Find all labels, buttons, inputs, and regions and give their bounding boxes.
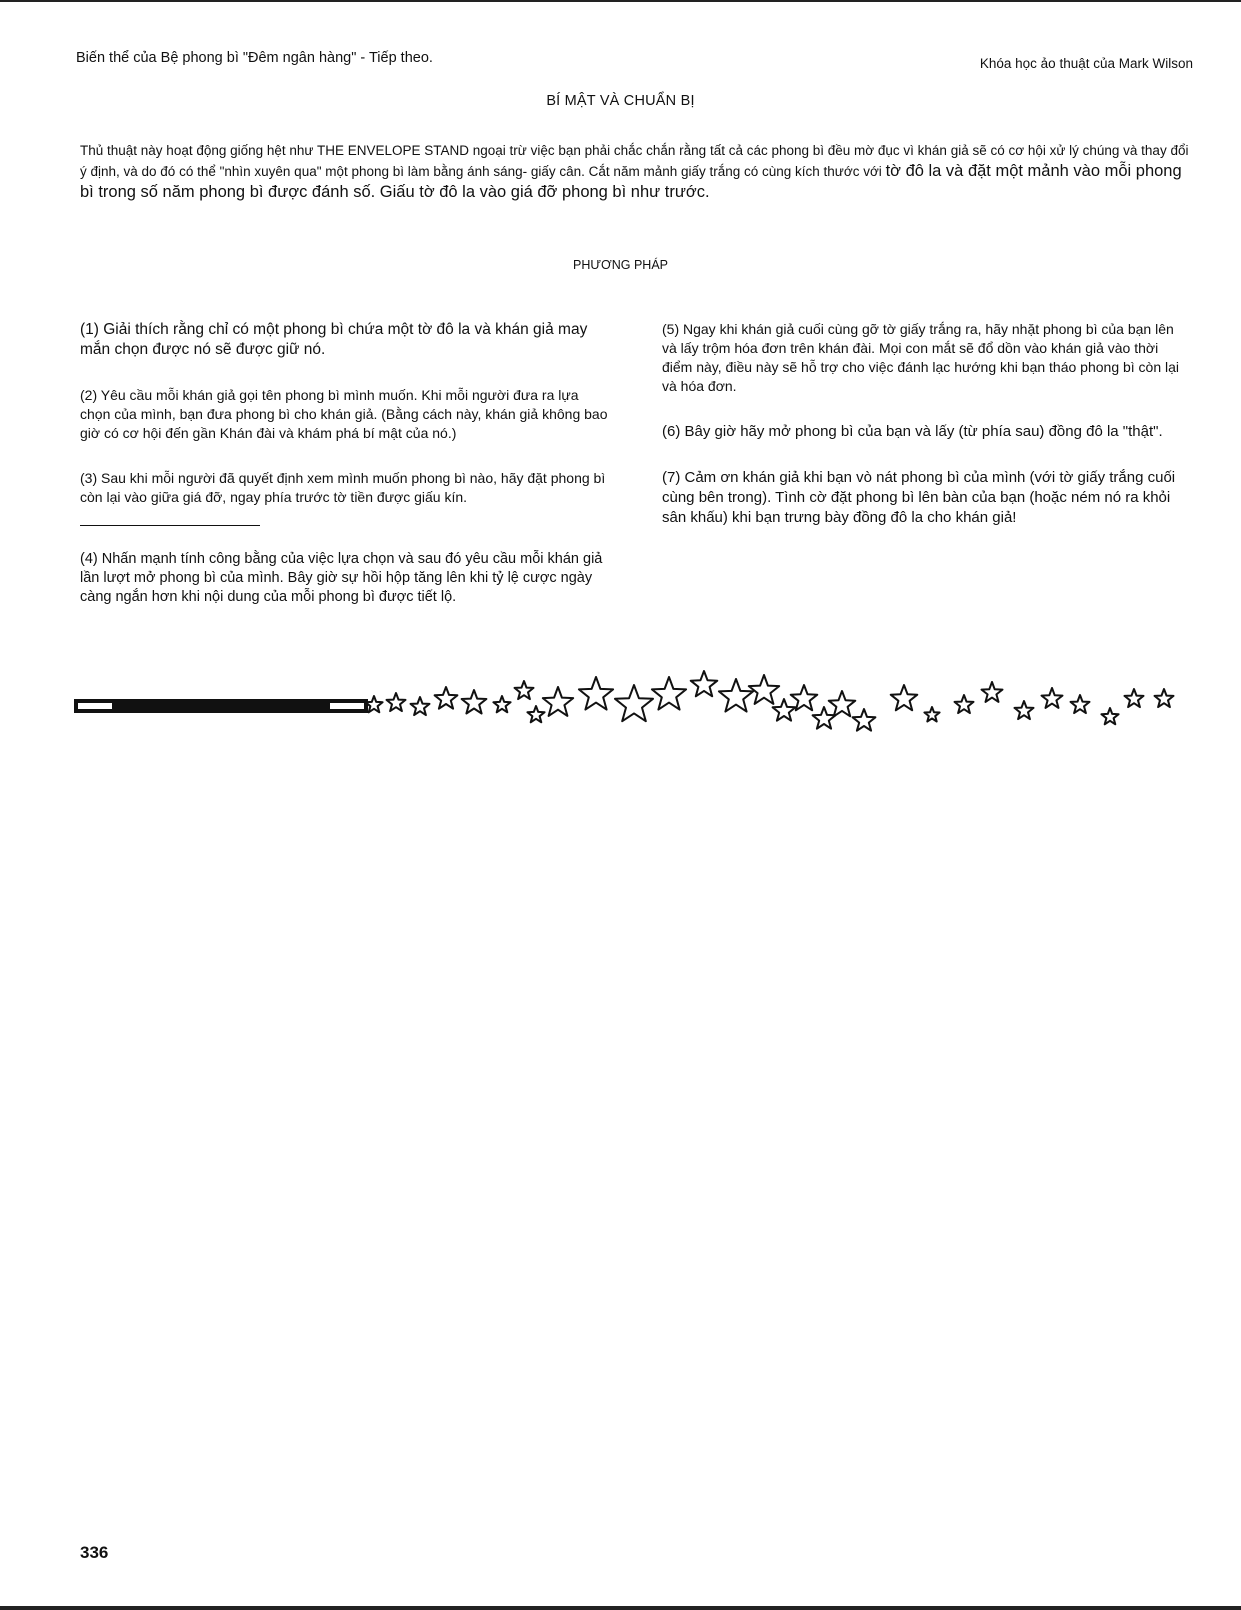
star-icon	[891, 685, 918, 710]
star-icon	[1015, 701, 1034, 719]
method-step-2: (2) Yêu cầu mỗi khán giả gọi tên phong bì mình muốn. Khi mỗi người đưa ra lựa chọn của mình, bạn đưa phong bì cho khán giả. (Bằng cách này, khán giả không bao giờ có cơ hội đến gần Khán đài và khám phá bí mật của nó.)	[80, 387, 608, 441]
method-step-7: (7) Cảm ơn khán giả khi bạn vò nát phong bì của mình (với tờ giấy trắng cuối cùng bên trong). Tình cờ đặt phong bì lên bàn của bạn (hoặc ném nó ra khỏi sân khấu) khi bạn trưng bày đồng đô la cho khán giả!	[662, 469, 1176, 526]
star-icon	[411, 697, 430, 715]
star-icon	[1101, 708, 1118, 724]
method-step-6: (6) Bây giờ hãy mở phong bì của bạn và lấy (từ phía sau) đồng đô la "thật".	[662, 423, 1163, 440]
star-icon	[829, 691, 856, 716]
star-icon	[853, 709, 876, 731]
method-step-1: (1) Giải thích rằng chỉ có một phong bì chứa một tờ đô la và khán giả may mắn chọn được nó sẽ được giữ nó.	[80, 321, 588, 358]
star-icon	[543, 687, 573, 716]
star-icon	[462, 690, 487, 714]
star-icon	[1155, 689, 1174, 707]
method-step-5: (5) Ngay khi khán giả cuối cùng gỡ tờ giấy trắng ra, hãy nhặt phong bì của bạn lên và lấy trộm hóa đơn trên khán đài. Mọi con mắt sẽ đổ dồn vào khán giả vào thời điểm này, điều này sẽ hỗ trợ cho việc đánh lạc hướng khi bạn tháo phong bì còn lại và hóa đơn.	[662, 321, 1180, 394]
top-border	[0, 0, 1241, 2]
magic-wand-icon	[74, 699, 368, 713]
method-step-4: (4) Nhấn mạnh tính công bằng của việc lựa chọn và sau đó yêu cầu mỗi khán giả lần lượt mở phong bì của mình. Bây giờ sự hồi hộp tăng lên khi tỷ lệ cược ngày càng ngắn hơn khi nội dung của mỗi phong bì được tiết lộ.	[80, 551, 603, 605]
star-icon	[435, 687, 458, 709]
star-icon	[1125, 689, 1144, 707]
star-icon	[527, 706, 544, 722]
stars-icon	[364, 655, 1184, 755]
star-icon	[515, 681, 534, 699]
section-title-secret: BÍ MẬT VÀ CHUẨN BỊ	[546, 93, 695, 109]
star-icon	[749, 675, 779, 704]
star-icon	[924, 707, 939, 722]
page-header-title: Biến thể của Bệ phong bì "Đêm ngân hàng" - Tiếp theo.	[76, 50, 433, 66]
star-icon	[1071, 695, 1090, 713]
course-name: Khóa học ảo thuật của Mark Wilson	[979, 56, 1193, 71]
method-column-right	[662, 320, 1182, 554]
intro-text-a: Thủ thuật này hoạt động giống hệt như THE ENVELOPE STAND ngoại trừ việc bạn phải chắc chắn rằng tất cả các phong bì đều mờ đục vì khán giả sẽ có cơ hội xử lý chúng và thay đổi ý định, và do đó có thể "nhìn xuyên qua" một phong bì làm bằng ánh sáng- giấy cân. Cắt năm mảnh giấy trắng có cùng kích thước với	[80, 143, 1189, 179]
star-icon	[773, 699, 796, 721]
section-title-method: PHƯƠNG PHÁP	[572, 258, 669, 272]
star-icon	[719, 679, 753, 712]
star-icon	[652, 677, 686, 710]
star-icon	[579, 677, 613, 710]
star-icon	[493, 696, 510, 712]
star-icon	[387, 693, 406, 711]
star-icon	[1042, 688, 1063, 708]
divider-rule	[80, 525, 260, 526]
bottom-border	[0, 1606, 1241, 1610]
page-number: 336	[80, 1543, 109, 1562]
star-icon	[813, 707, 836, 729]
star-icon	[691, 671, 718, 696]
method-column-left	[80, 320, 610, 633]
magic-wand-stars-banner	[74, 655, 1184, 755]
star-icon	[982, 682, 1003, 702]
method-step-3: (3) Sau khi mỗi người đã quyết định xem mình muốn phong bì nào, hãy đặt phong bì còn lại vào giữa giá đỡ, ngay phía trước tờ tiền được giấu kín.	[80, 470, 606, 505]
star-icon	[955, 695, 974, 713]
intro-paragraph	[80, 141, 1190, 203]
star-icon	[615, 685, 653, 721]
star-icon	[365, 696, 382, 712]
intro-text-b: tờ đô la và đặt một mảnh vào mỗi phong bì trong số năm phong bì được đánh số. Giấu tờ đô la vào giá đỡ phong bì như trước.	[80, 162, 1182, 201]
